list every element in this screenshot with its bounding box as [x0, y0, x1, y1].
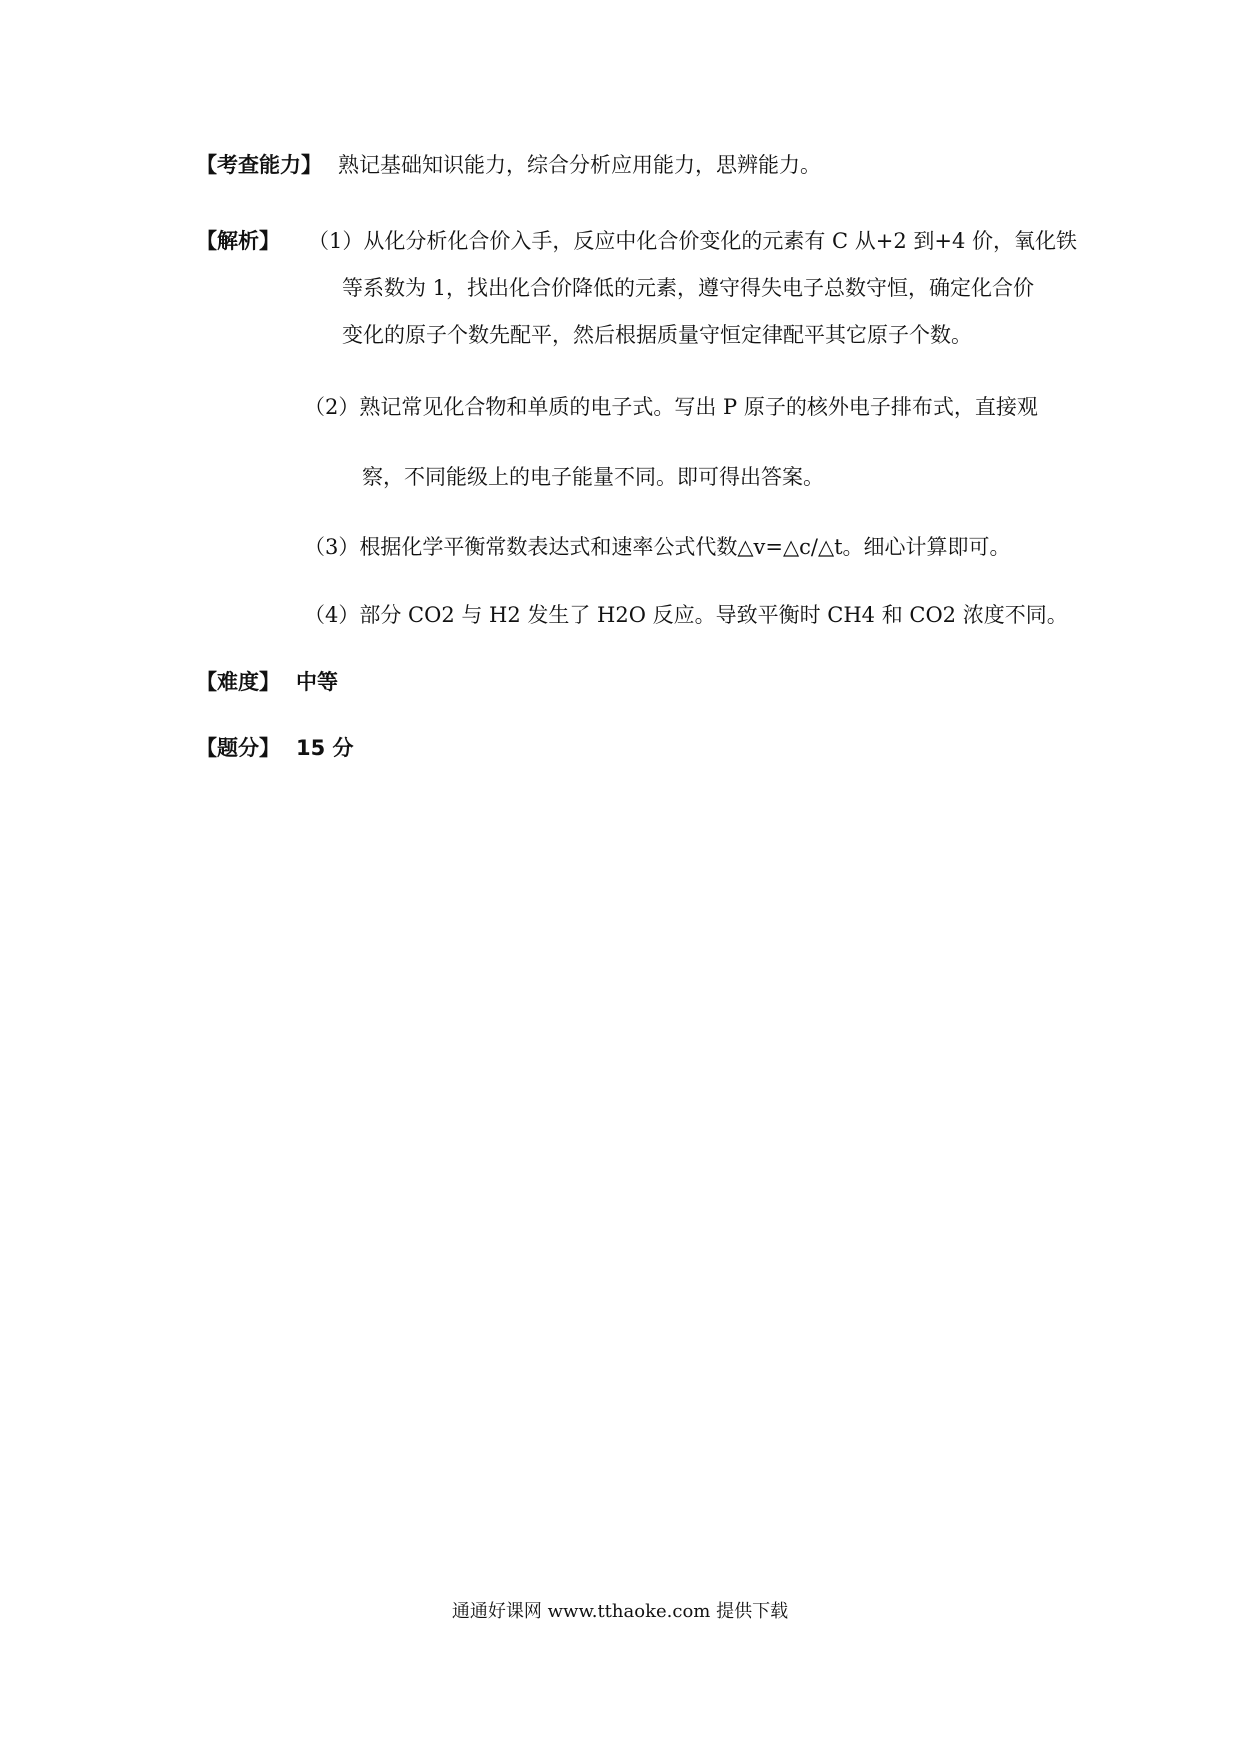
score-row [196, 733, 354, 763]
analysis-p1-line3: 变化的原子个数先配平，然后根据质量守恒定律配平其它原子个数。 [342, 323, 972, 347]
analysis-p2-line2: 察，不同能级上的电子能量不同。即可得出答案。 [362, 465, 824, 489]
difficulty-value: 中等 [296, 670, 338, 694]
analysis-label: 【解析】 [196, 229, 280, 253]
ability-text: 熟记基础知识能力，综合分析应用能力，思辨能力。 [338, 153, 821, 177]
score-value: 15 分 [296, 736, 354, 760]
difficulty-label: 【难度】 [196, 670, 280, 694]
analysis-p1-line2: 等系数为 1，找出化合价降低的元素，遵守得失电子总数守恒，确定化合价 [342, 276, 1035, 300]
analysis-p3: （3）根据化学平衡常数表达式和速率公式代数△v=△c/△t。细心计算即可。 [304, 535, 1011, 559]
analysis-row-1 [196, 226, 1077, 256]
ability-row [196, 150, 821, 180]
footer-text: 通通好课网 www.tthaoke.com 提供下载 [451, 1601, 789, 1622]
score-label: 【题分】 [196, 736, 280, 760]
analysis-p4: （4）部分 CO2 与 H2 发生了 H2O 反应。导致平衡时 CH4 和 CO2 浓度不同。 [304, 603, 1068, 627]
analysis-p2-line1: （2）熟记常见化合物和单质的电子式。写出 P 原子的核外电子排布式，直接观 [304, 395, 1038, 419]
ability-label: 【考查能力】 [196, 153, 322, 177]
analysis-p1-line1: （1）从化分析化合价入手，反应中化合价变化的元素有 C 从+2 到+4 价，氧化铁 [308, 229, 1078, 253]
difficulty-row [196, 667, 338, 697]
